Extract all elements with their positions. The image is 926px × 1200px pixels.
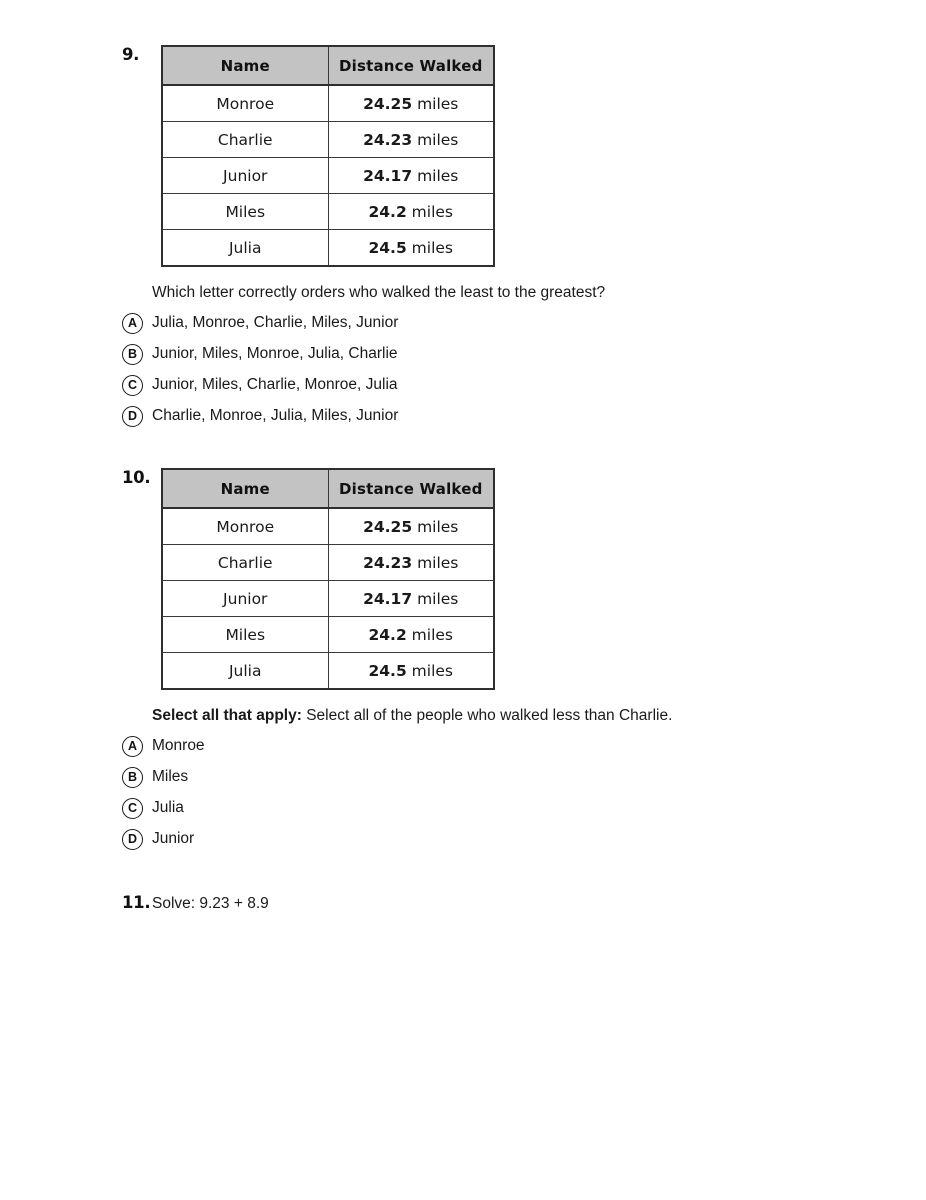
problem-9-choice-d[interactable]	[122, 404, 398, 428]
choice-bubble-b[interactable]: B	[122, 344, 143, 365]
problem-10-choice-b[interactable]	[122, 765, 188, 789]
problem-10-choice-a[interactable]	[122, 734, 205, 758]
problem-9-table	[161, 45, 495, 267]
table-row	[162, 508, 494, 545]
cell-distance	[328, 545, 494, 581]
choice-bubble-b[interactable]: B	[122, 767, 143, 788]
choice-label-a: Monroe	[152, 737, 205, 754]
cell-distance	[328, 158, 494, 194]
choice-bubble-a[interactable]: A	[122, 736, 143, 757]
distance-number: 24.2	[368, 625, 407, 644]
table-row	[162, 545, 494, 581]
table-row	[162, 617, 494, 653]
choice-bubble-d[interactable]: D	[122, 829, 143, 850]
cell-name: Monroe	[162, 508, 328, 545]
distance-unit: miles	[417, 130, 459, 149]
distance-unit: miles	[411, 625, 453, 644]
cell-name: Charlie	[162, 545, 328, 581]
cell-distance	[328, 122, 494, 158]
column-header-distance: Distance Walked	[328, 46, 494, 85]
distance-number: 24.5	[368, 661, 407, 680]
cell-name: Miles	[162, 617, 328, 653]
column-header-name: Name	[162, 469, 328, 508]
cell-name: Charlie	[162, 122, 328, 158]
problem-10-choice-d[interactable]	[122, 827, 194, 851]
problem-11-number: 11.	[122, 893, 151, 912]
cell-name: Monroe	[162, 85, 328, 122]
table-header-row	[162, 46, 494, 85]
problem-10-number: 10.	[122, 468, 151, 487]
distance-number: 24.2	[368, 202, 407, 221]
cell-distance	[328, 617, 494, 653]
table-row	[162, 122, 494, 158]
cell-name: Julia	[162, 653, 328, 690]
problem-9-choice-b[interactable]	[122, 342, 398, 366]
problem-10-choice-c[interactable]	[122, 796, 184, 820]
distance-number: 24.17	[363, 166, 413, 185]
cell-name: Junior	[162, 158, 328, 194]
distance-unit: miles	[411, 238, 453, 257]
distance-number: 24.17	[363, 589, 413, 608]
distance-number: 24.25	[363, 517, 413, 536]
distance-unit: miles	[417, 166, 459, 185]
choice-bubble-a[interactable]: A	[122, 313, 143, 334]
choice-label-b: Miles	[152, 768, 189, 785]
problem-9-prompt	[152, 283, 605, 303]
choice-bubble-c[interactable]: C	[122, 798, 143, 819]
cell-name: Junior	[162, 581, 328, 617]
distance-unit: miles	[417, 517, 459, 536]
problem-10-prompt	[152, 706, 672, 726]
cell-distance	[328, 581, 494, 617]
choice-label-c: Julia	[152, 799, 184, 816]
cell-distance	[328, 194, 494, 230]
cell-distance	[328, 653, 494, 690]
distance-number: 24.23	[363, 130, 413, 149]
column-header-distance: Distance Walked	[328, 469, 494, 508]
table-row	[162, 230, 494, 267]
cell-distance	[328, 230, 494, 267]
table-row	[162, 85, 494, 122]
choice-bubble-c[interactable]: C	[122, 375, 143, 396]
choice-label-a: Julia, Monroe, Charlie, Miles, Junior	[152, 314, 399, 331]
table-row	[162, 194, 494, 230]
table-row	[162, 158, 494, 194]
distance-number: 24.5	[368, 238, 407, 257]
prompt-body: Select all of the people who walked less than Charlie.	[301, 707, 673, 724]
choice-label-c: Junior, Miles, Charlie, Monroe, Julia	[152, 376, 398, 393]
distance-number: 24.23	[363, 553, 413, 572]
cell-name: Miles	[162, 194, 328, 230]
distance-unit: miles	[411, 202, 453, 221]
column-header-name: Name	[162, 46, 328, 85]
choice-label-b: Junior, Miles, Monroe, Julia, Charlie	[152, 345, 398, 362]
distance-number: 24.25	[363, 94, 413, 113]
choice-label-d: Junior	[152, 830, 195, 847]
problem-11-prompt: Solve: 9.23 + 8.9	[152, 895, 269, 912]
problem-9-choice-c[interactable]	[122, 373, 398, 397]
prompt-body: Which letter correctly orders who walked the least to the greatest?	[152, 284, 606, 301]
distance-unit: miles	[417, 553, 459, 572]
distance-unit: miles	[417, 94, 459, 113]
table-row	[162, 581, 494, 617]
distance-unit: miles	[417, 589, 459, 608]
table-header-row	[162, 469, 494, 508]
cell-distance	[328, 85, 494, 122]
problem-9-choice-a[interactable]	[122, 311, 398, 335]
cell-distance	[328, 508, 494, 545]
choice-bubble-d[interactable]: D	[122, 406, 143, 427]
cell-name: Julia	[162, 230, 328, 267]
problem-9-number: 9.	[122, 45, 140, 64]
problem-10-table	[161, 468, 495, 690]
distance-unit: miles	[411, 661, 453, 680]
choice-label-d: Charlie, Monroe, Julia, Miles, Junior	[152, 407, 399, 424]
table-row	[162, 653, 494, 690]
prompt-lead: Select all that apply:	[152, 707, 302, 724]
